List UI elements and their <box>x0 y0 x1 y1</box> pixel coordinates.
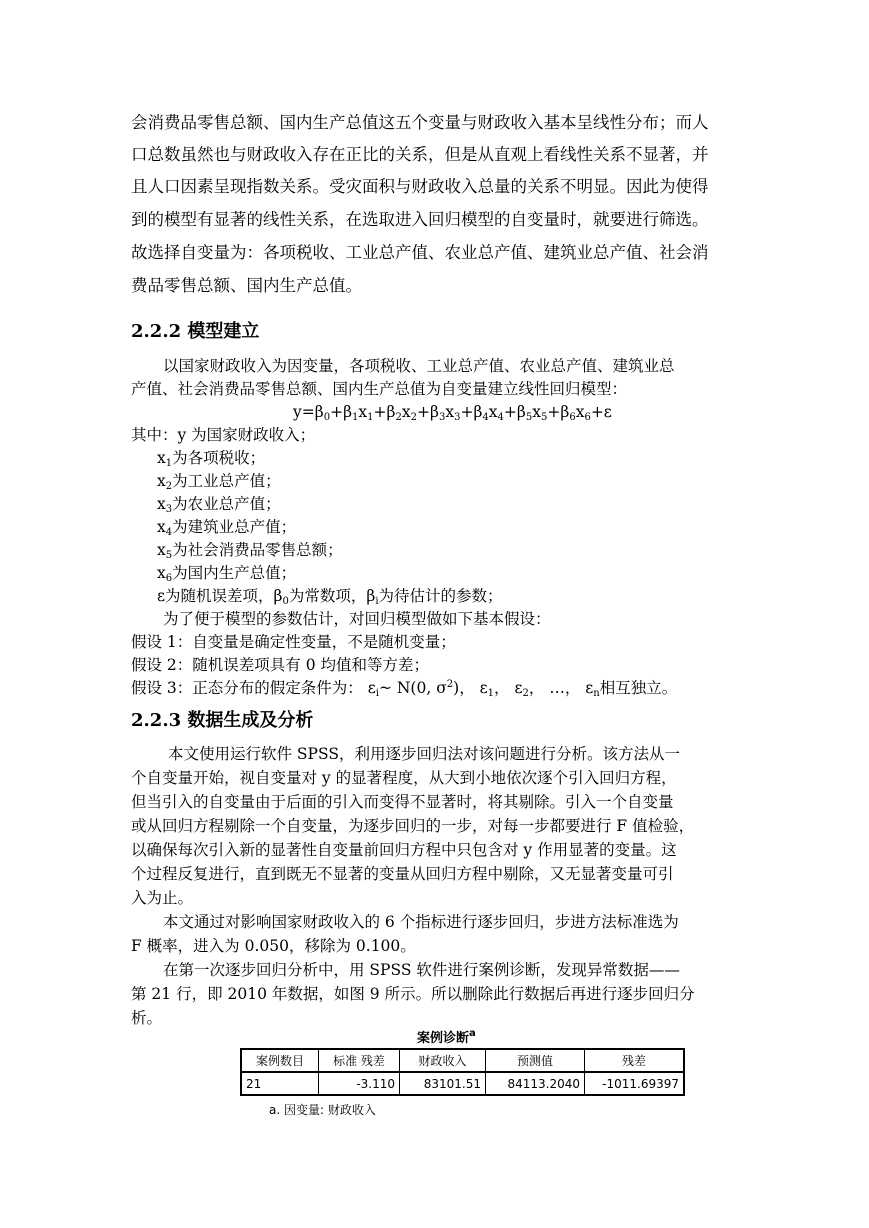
paragraph-line: 本文通过对影响国家财政收入的 6 个指标进行逐步回归，步进方法标准选为 <box>163 913 679 931</box>
paragraph-line: 但当引入的自变量由于后面的引入而变得不显著时，将其剔除。引入一个自变量 <box>131 793 674 811</box>
paragraph-line: 以国家财政收入为因变量，各项税收、工业总产值、农业总产值、建筑业总 <box>163 357 675 375</box>
formula-term: +β <box>547 403 570 421</box>
paragraph-line: 故选择自变量为：各项税收、工业总产值、农业总产值、建筑业总产值、社会消 <box>131 243 709 262</box>
var-line: $x_3$为农业总产值； <box>157 495 281 515</box>
assumption-2: 假设 2：随机误差项具有 0 均值和等方差； <box>131 656 430 674</box>
formula-term: x <box>445 403 455 421</box>
formula-subscript: 3 <box>454 412 461 423</box>
formula-term: +β <box>503 403 526 421</box>
case-diagnostics-table <box>240 1048 685 1096</box>
paragraph-line: 个过程反复进行，直到既无不显著的变量从回归方程中剔除，又无显著变量可引 <box>131 865 674 883</box>
formula-term: x <box>488 403 498 421</box>
table-footnote: a. 因变量: 财政收入 <box>269 1103 376 1117</box>
formula-subscript: 0 <box>323 412 331 423</box>
var-line: $x_4$为建筑业总产值； <box>157 518 297 538</box>
table-cell: -3.110 <box>319 1072 400 1095</box>
formula-term: x <box>401 403 411 421</box>
formula-term: +β <box>460 403 483 421</box>
column-header: 案例数目 <box>241 1049 319 1072</box>
paragraph-line: 或从回归方程剔除一个自变量，为逐步回归的一步，对每一步都要进行 F 值检验， <box>131 817 695 835</box>
paragraph-line: 以确保每次引入新的显著性自变量前回归方程中只包含对 y 作用显著的变量。这 <box>131 841 677 859</box>
formula-term: +β <box>417 403 439 421</box>
assumption-3: 假设 3：正态分布的假定条件为： $\varepsilon_i\sim$ N(0, $\sigma^2$)， $\varepsilon_1$， $\varepsilon_2$， …， $\varepsilon_n$相互独立。 <box>131 679 678 699</box>
table-header-row <box>241 1049 684 1072</box>
table-cell: 21 <box>241 1072 319 1095</box>
table-cell: 84113.2040 <box>486 1072 585 1095</box>
formula-term: +β <box>330 403 353 421</box>
paragraph-line: 析。 <box>131 1009 163 1027</box>
paragraph-line: 会消费品零售总额、国内生产总值这五个变量与财政收入基本呈线性分布；而人 <box>131 113 709 132</box>
section-heading: 2.2.3 数据生成及分析 <box>131 710 314 731</box>
column-header: 残差 <box>585 1049 685 1072</box>
paragraph-line: F 概率，进入为 0.050，移除为 0.100。 <box>131 937 416 955</box>
table-cell: 83101.51 <box>400 1072 486 1095</box>
var-line: $x_5$为社会消费品零售总额； <box>157 541 343 561</box>
formula-subscript: 2 <box>395 412 402 423</box>
paragraph-line: 口总数虽然也与财政收入存在正比的关系，但是从直观上看线性关系不显著，并 <box>131 145 709 164</box>
var-line: $x_1$为各项税收； <box>157 449 266 469</box>
assumption-intro: 为了便于模型的参数估计，对回归模型做如下基本假设： <box>163 610 551 628</box>
assumption-1: 假设 1：自变量是确定性变量，不是随机变量； <box>131 633 456 651</box>
table-title: 案例诊断$^a$ <box>417 1028 476 1046</box>
where-line: 其中：y 为国家财政收入； <box>131 426 316 444</box>
paragraph-line: 产值、社会消费品零售总额、国内生产总值为自变量建立线性回归模型： <box>131 380 628 398</box>
column-header: 财政收入 <box>400 1049 486 1072</box>
table-row <box>241 1072 684 1095</box>
formula-subscript: 5 <box>525 412 533 423</box>
var-line: $x_2$为工业总产值； <box>157 472 281 492</box>
paragraph-line: 第 21 行，即 2010 年数据，如图 9 所示。所以删除此行数据后再进行逐步回归分 <box>131 985 695 1003</box>
paragraph-line: 且人口因素呈现指数关系。受灾面积与财政收入总量的关系不明显。因此为使得 <box>131 177 709 196</box>
formula-subscript: 4 <box>497 412 504 423</box>
column-header: 预测值 <box>486 1049 585 1072</box>
formula-subscript: 2 <box>410 412 417 423</box>
regression-formula: $y=\beta_0+\beta_1x_1+\beta_2x_2+\beta_3x_3+\beta_4x_4+\beta_5x_5+\beta_6x_6+\varepsilon$ <box>293 403 612 423</box>
table-cell: -1011.69397 <box>585 1072 685 1095</box>
formula-subscript: 1 <box>352 412 359 423</box>
paragraph-line: 在第一次逐步回归分析中，用 SPSS 软件进行案例诊断，发现异常数据—— <box>163 961 680 979</box>
paragraph-line: 本文使用运行软件 SPSS，利用逐步回归法对该问题进行分析。该方法从一 <box>168 745 680 763</box>
paragraph-line: 个自变量开始，视自变量对 y 的显著程度，从大到小地依次逐个引入回归方程， <box>131 769 677 787</box>
paragraph-line: 费品零售总额、国内生产总值。 <box>131 276 362 295</box>
formula-term: x <box>358 403 368 421</box>
formula-subscript: 5 <box>540 412 548 423</box>
section-heading: 2.2.2 模型建立 <box>131 321 260 342</box>
formula-subscript: 6 <box>569 412 576 423</box>
formula-subscript: 6 <box>584 412 591 423</box>
formula-subscript: 4 <box>482 412 489 423</box>
formula-term: +ε <box>590 403 612 421</box>
formula-term: +β <box>373 403 396 421</box>
paragraph-line: 入为止。 <box>131 889 194 907</box>
formula-subscript: 1 <box>367 412 374 423</box>
formula-term: x <box>575 403 585 421</box>
column-header: 标准 残差 <box>319 1049 400 1072</box>
paragraph-line: 到的模型有显著的线性关系，在选取进入回归模型的自变量时，就要进行筛选。 <box>131 210 709 229</box>
formula-term: x <box>532 403 541 421</box>
var-line: $x_6$为国内生产总值； <box>157 564 297 584</box>
epsilon-line: ε为随机误差项，$\beta_0$为常数项，$\beta_i$为待估计的参数； <box>157 587 503 607</box>
formula-subscript: 3 <box>438 412 446 423</box>
